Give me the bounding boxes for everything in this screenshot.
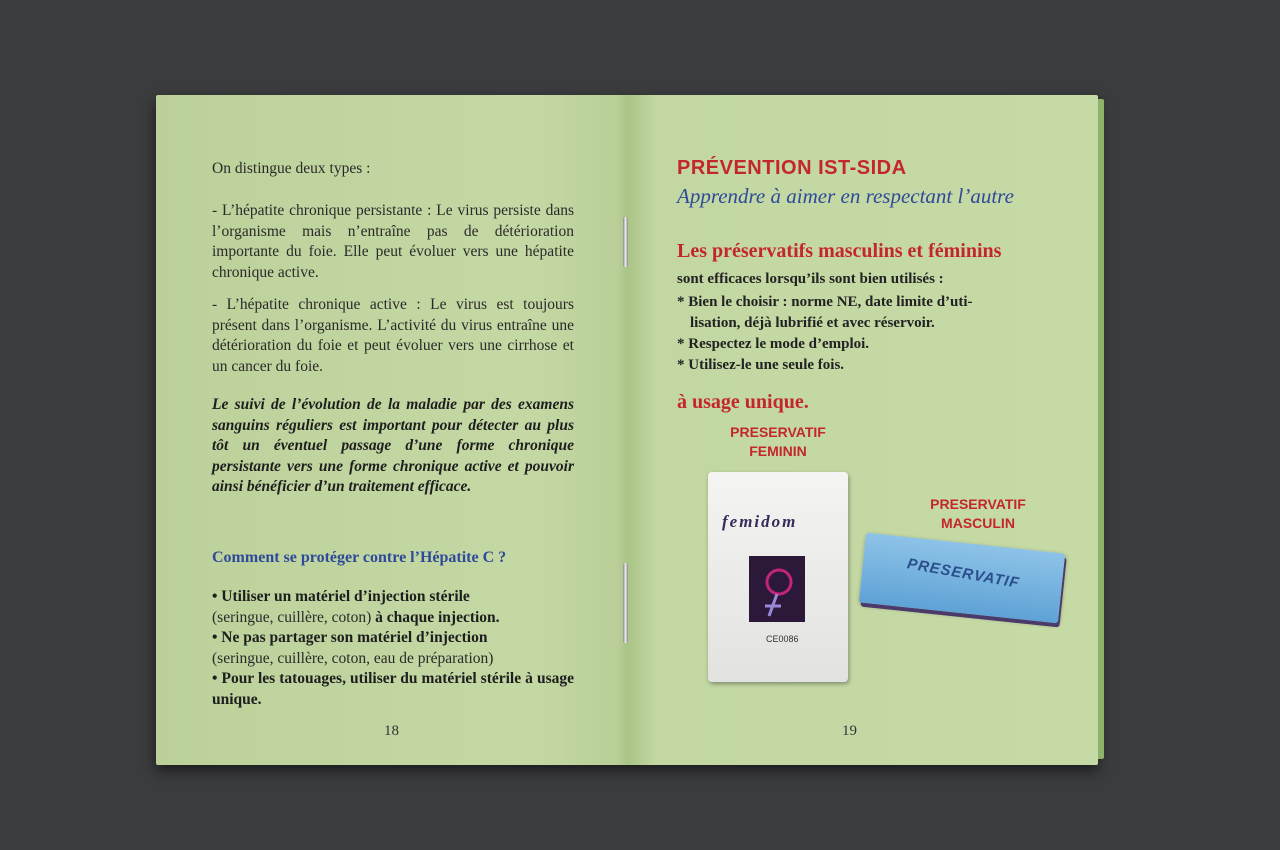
condoms-heading: Les préservatifs masculins et féminins xyxy=(677,240,1002,262)
prevention-title: PRÉVENTION IST-SIDA xyxy=(677,157,907,179)
single-use-text: à usage unique. xyxy=(677,391,809,413)
condom-tip-3: * Utilisez-le une seule fois. xyxy=(677,357,845,373)
page-number-left: 18 xyxy=(384,723,399,739)
female-condom-label xyxy=(708,423,848,461)
male-label-line-2: MASCULIN xyxy=(941,515,1015,531)
male-label-line-1: PRESERVATIF xyxy=(930,496,1026,512)
condom-tip-1-cont: lisation, déjà lubrifié et avec réservoir. xyxy=(690,315,935,331)
bullet-2-normal: (seringue, cuillère, coton, eau de préparation) xyxy=(212,649,494,667)
protection-list xyxy=(212,587,574,710)
bullet-1-bold: • Utiliser un matériel d’injection stérile xyxy=(212,588,470,605)
bullet-2 xyxy=(212,628,574,669)
intro-text: On distingue deux types : xyxy=(212,160,371,177)
female-symbol-icon xyxy=(749,556,805,622)
male-pack-text: PRESERVATIF xyxy=(905,555,1021,592)
protection-heading: Comment se protéger contre l’Hépatite C ? xyxy=(212,549,507,566)
female-label-line-1: PRESERVATIF xyxy=(730,424,826,440)
type-persistent: - L’hépatite chronique persistante : Le virus persiste dans l’organisme mais n’entraîne pas de détérioration importante du foie. Elle peut évoluer vers une hépatite chronique active. xyxy=(212,202,574,281)
page-number-right: 19 xyxy=(842,723,857,739)
male-condom-label xyxy=(898,495,1058,533)
bullet-1-bold2: à chaque injection. xyxy=(371,608,500,626)
prevention-subtitle: Apprendre à aimer en respectant l’autre xyxy=(677,184,1014,208)
femidom-logo: femidom xyxy=(722,512,798,531)
bullet-1 xyxy=(212,587,574,628)
ce-mark: CE0086 xyxy=(766,634,799,644)
condom-tip-2: * Respectez le mode d’emploi. xyxy=(677,336,870,352)
right-page xyxy=(628,95,1098,765)
bullet-2-bold: • Ne pas partager son matériel d’injection xyxy=(212,629,488,646)
bullet-3 xyxy=(212,669,574,710)
bullet-1-normal: (seringue, cuillère, coton) xyxy=(212,608,372,626)
condoms-lead: sont efficaces lorsqu’ils sont bien utilisés : xyxy=(677,271,944,287)
booklet xyxy=(156,95,1098,765)
condom-tip-1: * Bien le choisir : norme NE, date limite d’uti- xyxy=(677,294,973,310)
female-label-line-2: FEMININ xyxy=(749,443,807,459)
type-active: - L’hépatite chronique active : Le virus est toujours présent dans l’organisme. L’activité du virus entraîne une détérioration du foie et peut évoluer vers une cirrhose et un cancer du foie. xyxy=(212,296,574,375)
emphasis-paragraph: Le suivi de l’évolution de la maladie par des examens sanguins réguliers est important pour détecter au plus tôt un éventuel passage d’une forme chronique persistante vers une forme chronique active et pouvoir ainsi bénéficier d’un traitement efficace. xyxy=(212,396,574,495)
left-page xyxy=(156,95,626,765)
bullet-3-bold: • Pour les tatouages, utiliser du matériel stérile à usage unique. xyxy=(212,670,574,708)
female-condom-package xyxy=(708,472,848,682)
